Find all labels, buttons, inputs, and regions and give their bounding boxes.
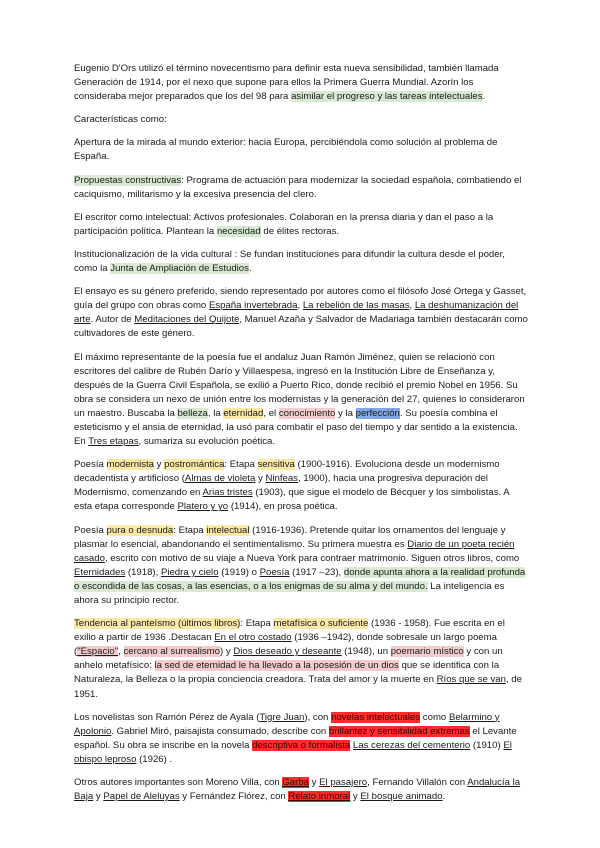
document-page: [74, 62, 528, 813]
text: Los novelistas son Ramón Pérez de Ayala (: [74, 711, 260, 723]
text: : Etapa: [173, 524, 207, 536]
paragraph-openness: Apertura de la mirada al mundo exterior: hacia Europa, percibiéndola como solución al problema de España.: [74, 137, 498, 163]
text: : Programa de actuación para modernizar la sociedad española, combatiendo el caciquismo, militarismo y la excesiva presencia del clero.: [74, 174, 522, 200]
text: (1936 - 1958). Fue escrita en el exilio a partir de 1936 .Destacan: [74, 618, 505, 644]
text: .: [442, 791, 446, 803]
text: : Etapa: [224, 459, 258, 471]
highlight-pink: poemario místico: [390, 646, 464, 658]
work-title: Belarmino y Apolonio: [74, 711, 500, 737]
text: Poesía: [74, 459, 107, 471]
text: : Etapa: [240, 618, 274, 630]
paragraph-features-heading: Características como:: [74, 114, 167, 126]
text: , Manuel Azaña y Salvador de Madariaga también destacarán como cultivadores de este género.: [74, 314, 528, 340]
work-title: Diario de un poeta recién casado: [74, 538, 515, 564]
text: (1918),: [125, 566, 161, 578]
work-title: Papel de Aleluyas: [103, 791, 180, 803]
text: , la: [207, 407, 224, 419]
paragraph-intellectual: [74, 211, 528, 239]
text: Otros autores importantes son Moreno Villa, con: [74, 777, 283, 789]
work-title: Meditaciones del Quijote: [134, 314, 240, 326]
text: El ensayo es su género preferido, siendo representado por autores como el filósofo José Ortega y Gasset, guía del grupo con obras como: [74, 286, 527, 312]
highlight-red: Garba: [282, 777, 309, 789]
text: El máximo representante de la poesía fue el andaluz Juan Ramón Jiménez, quien se relacionó con escritores del calibre de Rubén Darío y Villaespesa, ingresó en la Institución Libre de Enseñanza y, después de la Guerra Civil Española, se exilió a Puerto Rico, donde recibió el premio Nobel en 1956. Su obra se considera un nexo de unión entre los modernistas y la generación del 27, quienes lo consideraron un maestro. Buscaba la: [74, 351, 525, 419]
text: (1914), en prosa poética.: [228, 501, 338, 513]
work-title: La deshumanización del arte: [74, 300, 519, 326]
paragraph-novelists: [74, 711, 528, 767]
highlight-red: novelas intelectuales: [331, 711, 421, 723]
text: , escrito con motivo de su viaje a Nueva York para contraer matrimonio. Siguen otros libros, como: [104, 552, 520, 564]
text: . Autor de: [90, 314, 135, 326]
text: (1936 –1942), donde sobresale un largo poema (: [74, 632, 497, 658]
highlight-yellow: intelectual: [206, 524, 250, 536]
text: (1900-1916). Evoluciona desde un modernismo decadentista y artificioso (: [74, 459, 500, 485]
work-title: Ríos que se van: [436, 674, 506, 686]
text: y la: [335, 407, 356, 419]
highlight-yellow: modernista: [106, 459, 155, 471]
highlight-red: Relato inmoral: [288, 791, 351, 803]
paragraph-poetry: [74, 351, 528, 450]
text: , el: [263, 407, 279, 419]
work-title: El pasajero: [319, 777, 368, 789]
text: . Su poesía combina el esteticismo y el ansia de eternidad, la usó para combatir el paso del tiempo y dar sentido a la existencia. En: [74, 407, 518, 448]
text: y con un anhelo metafísico:: [74, 646, 503, 672]
text: , Fernando Villalón con: [367, 777, 468, 789]
work-title: Almas de violeta: [184, 473, 256, 485]
text: , 1900), hacia una progresiva depuración del Modernismo, comenzando en: [74, 473, 488, 499]
text: El escritor como intelectual: Activos profesionales. Colaboran en la prensa diaria y dan el paso a la participación política. Plantean la: [74, 211, 494, 237]
highlight-green: Junta de Ampliación de Estudios: [110, 263, 249, 275]
text: el Levante español. Su obra se inscribe en la novela: [74, 725, 517, 751]
text: y: [309, 777, 320, 789]
highlight-green: belleza: [177, 407, 208, 419]
highlight-blue: perfección: [355, 407, 400, 419]
text: ,: [297, 300, 303, 312]
text: ,: [409, 300, 415, 312]
text: (1903), que sigue el modelo de Bécquer y los simbolistas. A esta etapa corresponde: [74, 487, 510, 513]
text: ), con: [304, 711, 332, 723]
text: (1948), un: [341, 646, 391, 658]
text: Poesía: [74, 524, 107, 536]
text: ) y: [220, 646, 234, 658]
highlight-green: Propuestas constructivas: [74, 174, 182, 186]
paragraph-proposals: [74, 174, 528, 202]
highlight-yellow: sensitiva: [257, 459, 295, 471]
text: y: [350, 791, 361, 803]
work-title: La rebelión de las masas: [302, 300, 410, 312]
text: y: [154, 459, 165, 471]
text: y Fernández Flórez, con: [179, 791, 289, 803]
text: (1910): [470, 739, 504, 751]
highlight-yellow: metafísica o suficiente: [273, 618, 369, 630]
highlight-pink: cercano al surrealismo: [123, 646, 221, 658]
work-title: El bosque animado: [360, 791, 443, 803]
paragraph-intro: [74, 62, 528, 104]
work-title: Dios deseado y deseante: [233, 646, 342, 658]
text: que se identifica con la Naturaleza, la Belleza o la propia conciencia creadora. Trata del amor y la muerte en: [74, 660, 500, 686]
highlight-yellow: eternidad: [223, 407, 264, 419]
text: y: [255, 473, 266, 485]
work-title: Ninfeas: [265, 473, 298, 485]
text: , sumariza su evolución poética.: [138, 436, 276, 448]
work-title: En el otro costado: [214, 632, 292, 644]
work-title: Piedra y cielo: [160, 566, 219, 578]
text: (1926) .: [136, 753, 173, 765]
work-title: El obispo leproso: [74, 739, 512, 765]
work-title: Eternidades: [74, 566, 126, 578]
text: . Gabriel Miró, paisajista consumado, describe con: [111, 725, 329, 737]
paragraph-other-authors: [74, 776, 528, 804]
text: de élites rectoras.: [260, 225, 340, 237]
work-title: Platero y yo: [177, 501, 229, 513]
text: ,: [118, 646, 124, 658]
highlight-yellow: postromántica: [164, 459, 225, 471]
text: y: [93, 791, 104, 803]
highlight-pink: conocimiento: [278, 407, 336, 419]
paragraph-essay: [74, 285, 528, 341]
text: .: [482, 91, 486, 103]
work-title: España invertebrada: [208, 300, 298, 312]
highlight-pink: la sed de eternidad le ha llevado a la posesión de un dios: [154, 660, 399, 672]
text: (1916-1936). Pretende quitar los ornamentos del lenguaje y plasmar lo esencial, abandonando el sentimentalismo. Su primera muestra es: [74, 524, 506, 550]
text: La inteligencia es ahora su principio rector.: [74, 580, 505, 606]
text: (1919) o: [218, 566, 260, 578]
highlight-green: donde apunta ahora a la realidad profunda o escondida de las cosas, a las esencias, o a los enigmas de su alma y del mundo.: [74, 566, 526, 592]
text: Eugenio D'Ors utilizó el término novecentismo para definir esta nueva sensibilidad, también llamada Generación de 1914, por el nexo que supone para ellos la Primera Guerra Mundial. Azorín los consideraba mejor preparados que los del 98 para: [74, 63, 499, 103]
highlight-pink: "Espacio": [77, 646, 119, 658]
text: , de 1951.: [74, 674, 522, 700]
paragraph-stage-metaphysical: [74, 617, 528, 702]
paragraph-stage-sensitive: [74, 458, 528, 514]
work-title: Tigre Juan: [259, 711, 305, 723]
work-title: Arias tristes: [202, 487, 253, 499]
work-title: Las cerezas del cementerio: [352, 739, 471, 751]
highlight-green: asimilar el progreso y las tareas intelectuales: [291, 91, 483, 103]
paragraph-institutions: [74, 248, 528, 276]
highlight-yellow: Tendencia al panteísmo (últimos libros): [74, 618, 241, 630]
highlight-green: necesidad: [216, 225, 261, 237]
text: Institucionalización de la vida cultural : Se fundan instituciones para difundir la cultura desde el poder, como la: [74, 248, 505, 275]
text: (1917 –23),: [289, 566, 344, 578]
highlight-red: brillantez y sensibilidad extremas: [328, 725, 470, 737]
work-title: Andalucía la Baja: [74, 777, 521, 803]
paragraph-stage-intellectual: [74, 524, 528, 609]
work-title: Poesía: [259, 566, 290, 578]
work-title: Tres etapas: [88, 436, 139, 448]
text: .: [248, 263, 252, 275]
highlight-red: descriptiva o formalista: [252, 739, 351, 751]
highlight-yellow: pura o desnuda: [106, 524, 174, 536]
text: como: [420, 711, 449, 723]
